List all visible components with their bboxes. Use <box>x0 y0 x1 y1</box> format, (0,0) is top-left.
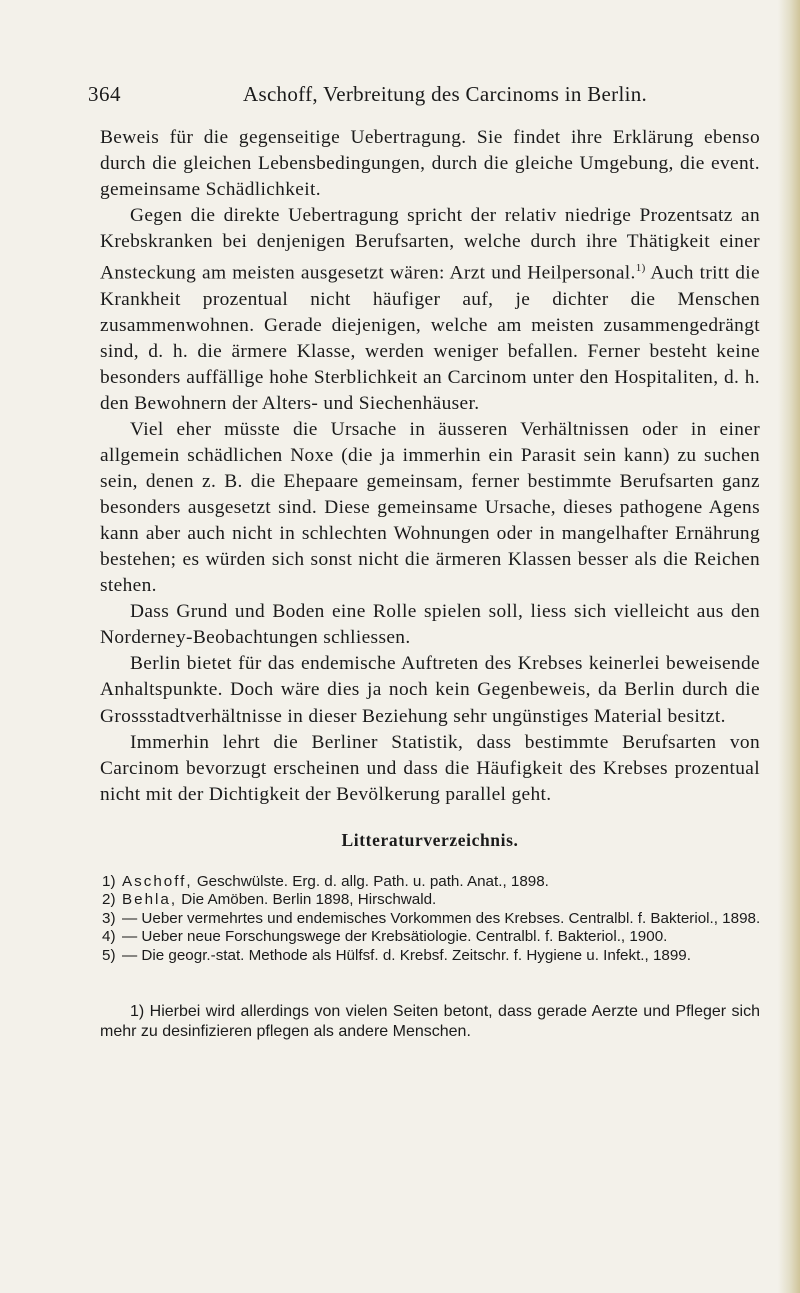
reference-text: — Die geogr.-stat. Methode als Hülfsf. d. Krebsf. Zeitschr. f. Hygiene u. Infekt., 1899. <box>122 946 691 964</box>
reference-item <box>102 873 762 891</box>
footnote: 1) Hierbei wird allerdings von vielen Seiten betont, dass gerade Aerzte und Pfleger sich mehr zu desinfizieren pflegen als andere Menschen. <box>100 1003 760 1040</box>
paragraph: Immerhin lehrt die Berliner Statistik, dass bestimmte Berufsarten von Carcinom bevorzugt erscheinen und dass die Häufigkeit des Krebses prozentual nicht mit der Dichtigkeit der Bevölkerung parallel geht. <box>100 731 760 805</box>
reference-author: Aschoff, <box>122 873 193 890</box>
reference-text: — Ueber vermehrtes und endemisches Vorkommen des Krebses. Centralbl. f. Bakteriol., 1898. <box>122 909 761 927</box>
reference-text: Geschwülste. Erg. d. allg. Path. u. path. Anat., 1898. <box>192 873 549 890</box>
reference-number: 3) <box>102 909 116 927</box>
body-text <box>100 125 760 808</box>
reference-text: — Ueber neue Forschungswege der Krebsätiologie. Centralbl. f. Bakteriol., 1900. <box>122 928 668 946</box>
page-number: 364 <box>88 82 121 106</box>
paragraph-text: Auch tritt die Krankheit prozentual nicht häufiger auf, je dichter die Menschen zusammenwohnen. Gerade diejenigen, welche am meisten zusammengedrängt sind, d. h. die ärmere Klasse, werden weniger befallen. Ferner besteht keine besonders auffällige hohe Sterblichkeit an Carcinom unter den Hospitaliten, d. h. den Bewohnern der Alters- und Siechenhäuser. <box>100 262 760 414</box>
paragraph: Berlin bietet für das endemische Auftreten des Krebses keinerlei beweisende Anhaltspunkte. Doch wäre dies ja noch kein Gegenbeweis, da Berlin durch die Grossstadtverhältnisse in dieser Beziehung sehr ungünstiges Material besitzt. <box>100 653 760 727</box>
reference-number: 4) <box>102 928 116 946</box>
paragraph: Beweis für die gegenseitige Uebertragung. Sie findet ihre Erklärung ebenso durch die gleichen Lebensbedingungen, durch die gleiche Umgebung, die event. gemeinsame Schädlichkeit. <box>100 127 760 201</box>
reference-item <box>102 928 762 946</box>
reference-number: 2) <box>102 891 116 909</box>
footnotes <box>100 1002 760 1041</box>
reference-item <box>102 891 762 909</box>
paragraph-text: Gegen die direkte Uebertragung spricht der relativ niedrige Prozentsatz an Krebskranken bei denjenigen Berufsarten, welche durch ihre Thätigkeit einer Ansteckung am meisten ausgesetzt wären: Arzt und Heilpersonal. <box>100 205 760 284</box>
reference-number: 5) <box>102 946 116 964</box>
page-header <box>88 82 728 112</box>
paragraph: Dass Grund und Boden eine Rolle spielen soll, liess sich vielleicht aus den Norderney-Beobachtungen schliessen. <box>100 601 760 649</box>
literature-heading: Litteraturverzeichnis. <box>341 830 519 850</box>
reference-item <box>102 947 762 965</box>
page-edge-shadow <box>778 0 800 1293</box>
reference-text: Die Amöben. Berlin 1898, Hirschwald. <box>177 891 437 909</box>
running-title: Aschoff, Verbreitung des Carcinoms in Berlin. <box>243 82 648 106</box>
reference-item <box>102 910 762 928</box>
paragraph: Viel eher müsste die Ursache in äusseren Verhältnissen oder in einer allgemein schädlichen Noxe (die ja immerhin ein Parasit sein kann) zu suchen sein, denen z. B. die Ehepaare gemeinsam, ferner bestimmte Berufsarten ganz besonders ausgesetzt sind. Diese gemeinsame Ursache, dieses pathogene Agens kann aber auch nicht in schlechten Wohnungen oder in mangelhafter Ernährung bestehen; es würden sich sonst nicht die ärmeren Klassen besser als die Reichen stehen. <box>100 418 760 597</box>
reference-author: Behla, <box>122 891 178 909</box>
reference-number: 1) <box>102 873 116 890</box>
paragraph <box>100 203 760 417</box>
footnote-marker: 1) <box>635 262 646 275</box>
reference-list <box>102 873 762 965</box>
